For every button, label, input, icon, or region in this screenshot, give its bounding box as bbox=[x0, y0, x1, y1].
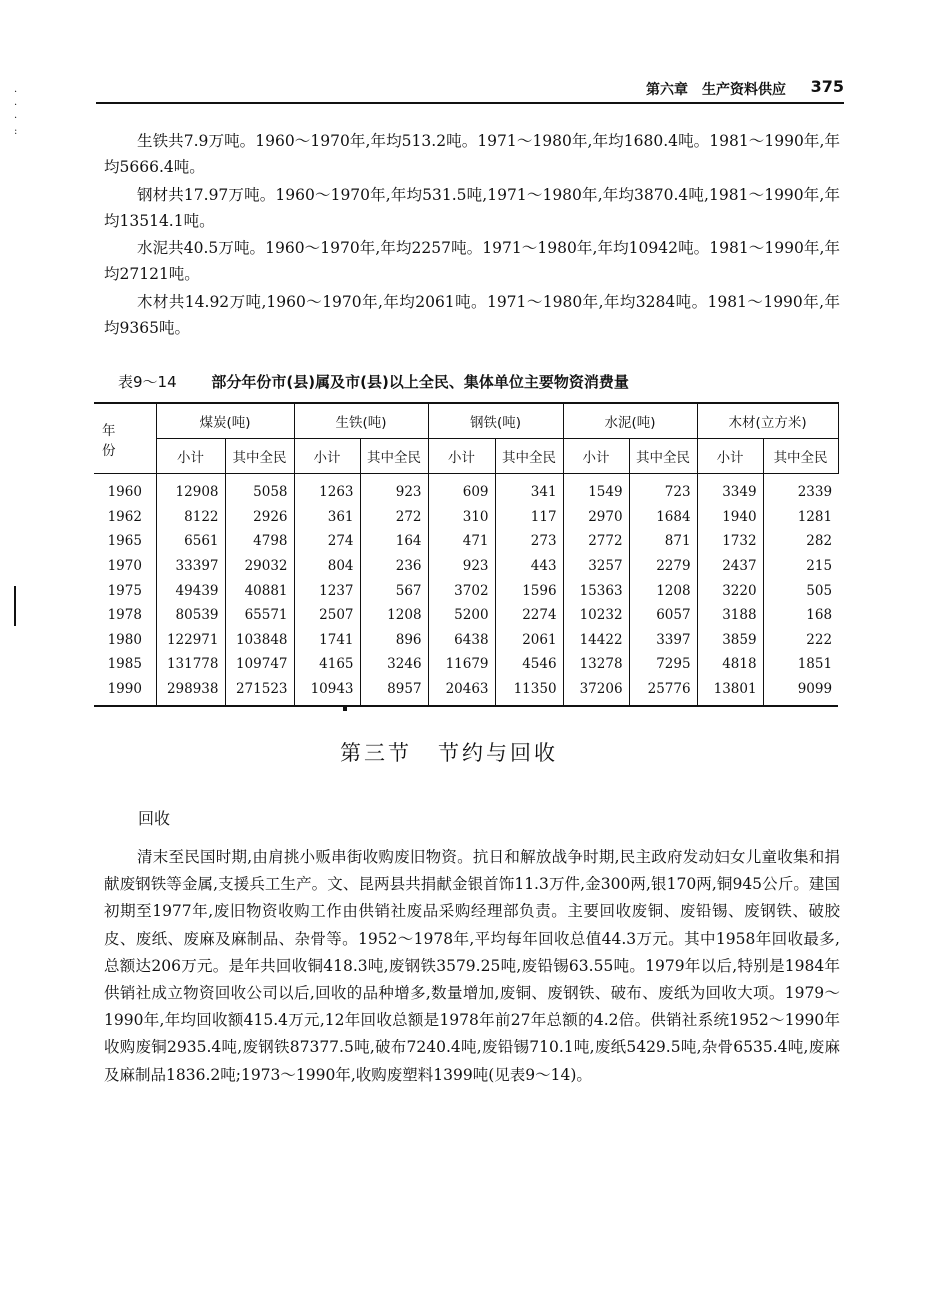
table-row bbox=[94, 505, 838, 530]
table-cell: 4818 bbox=[697, 652, 763, 677]
table-cell: 1263 bbox=[294, 474, 360, 505]
table-cell: 923 bbox=[428, 554, 495, 579]
table-cell: 2926 bbox=[225, 505, 294, 530]
table-cell: 103848 bbox=[225, 628, 294, 653]
table-cell: 40881 bbox=[225, 578, 294, 603]
table-cell: 11350 bbox=[495, 677, 563, 707]
table-cell: 273 bbox=[495, 529, 563, 554]
sub-header-subtotal: 小计 bbox=[697, 439, 763, 474]
table-cell: 3349 bbox=[697, 474, 763, 505]
table-cell: 271523 bbox=[225, 677, 294, 707]
chapter-title: 第六章 生产资料供应 bbox=[646, 82, 786, 98]
table-cell: 2339 bbox=[763, 474, 838, 505]
table-cell: 2279 bbox=[629, 554, 697, 579]
table-cell: 471 bbox=[428, 529, 495, 554]
table-cell: 215 bbox=[763, 554, 838, 579]
sub-header-subtotal: 小计 bbox=[294, 439, 360, 474]
consumption-table bbox=[94, 402, 839, 707]
table-cell: 298938 bbox=[156, 677, 225, 707]
sub-header-state: 其中全民 bbox=[495, 439, 563, 474]
table-cell: 222 bbox=[763, 628, 838, 653]
table-cell: 109747 bbox=[225, 652, 294, 677]
table-caption bbox=[118, 371, 838, 392]
section-number: 第三节 bbox=[340, 741, 412, 765]
table-cell: 3257 bbox=[563, 554, 629, 579]
sub-header-state: 其中全民 bbox=[629, 439, 697, 474]
table-cell: 6438 bbox=[428, 628, 495, 653]
section-title bbox=[340, 737, 558, 767]
table-cell: 896 bbox=[360, 628, 428, 653]
table-cell: 8957 bbox=[360, 677, 428, 707]
table-cell: 3188 bbox=[697, 603, 763, 628]
table-cell: 117 bbox=[495, 505, 563, 530]
sub-header-subtotal: 小计 bbox=[156, 439, 225, 474]
row-year: 1975 bbox=[107, 582, 142, 599]
row-year: 1978 bbox=[107, 607, 142, 624]
table-cell: 122971 bbox=[156, 628, 225, 653]
row-year: 1960 bbox=[107, 484, 142, 501]
table-cell: 2970 bbox=[563, 505, 629, 530]
table-cell: 4798 bbox=[225, 529, 294, 554]
table-cell: 282 bbox=[763, 529, 838, 554]
row-year: 1980 bbox=[107, 631, 142, 648]
table-cell: 274 bbox=[294, 529, 360, 554]
table-cell: 871 bbox=[629, 529, 697, 554]
table-cell: 15363 bbox=[563, 578, 629, 603]
table-cell: 25776 bbox=[629, 677, 697, 707]
paragraph-cement: 水泥共40.5万吨。1960～1970年,年均2257吨。1971～1980年,年均10942吨。1981～1990年,年均27121吨。 bbox=[104, 239, 840, 283]
table-body bbox=[94, 474, 838, 707]
year-header: 年 份 bbox=[94, 403, 156, 474]
table-title: 部分年份市(县)属及市(县)以上全民、集体单位主要物资消费量 bbox=[211, 373, 629, 391]
table-row bbox=[94, 578, 838, 603]
table-cell: 609 bbox=[428, 474, 495, 505]
table-cell: 10232 bbox=[563, 603, 629, 628]
table-cell: 8122 bbox=[156, 505, 225, 530]
table-cell: 49439 bbox=[156, 578, 225, 603]
table-cell: 7295 bbox=[629, 652, 697, 677]
table-row bbox=[94, 677, 838, 707]
table-cell: 6057 bbox=[629, 603, 697, 628]
table-cell: 168 bbox=[763, 603, 838, 628]
group-header-cement: 水泥(吨) bbox=[563, 403, 697, 439]
table-cell: 13801 bbox=[697, 677, 763, 707]
table-cell: 4546 bbox=[495, 652, 563, 677]
table-cell: 2274 bbox=[495, 603, 563, 628]
table-number: 表9～14 bbox=[118, 373, 177, 391]
row-year: 1965 bbox=[107, 533, 142, 550]
table-cell: 1281 bbox=[763, 505, 838, 530]
table-cell: 12908 bbox=[156, 474, 225, 505]
table-row bbox=[94, 554, 838, 579]
table-cell: 6561 bbox=[156, 529, 225, 554]
table-cell: 361 bbox=[294, 505, 360, 530]
table-cell: 1684 bbox=[629, 505, 697, 530]
page-header bbox=[96, 76, 844, 104]
table-cell: 164 bbox=[360, 529, 428, 554]
table-cell: 505 bbox=[763, 578, 838, 603]
table-cell: 80539 bbox=[156, 603, 225, 628]
table-cell: 341 bbox=[495, 474, 563, 505]
table-cell: 3246 bbox=[360, 652, 428, 677]
table-cell: 3859 bbox=[697, 628, 763, 653]
table-cell: 272 bbox=[360, 505, 428, 530]
table-cell: 3702 bbox=[428, 578, 495, 603]
section-body: 清末至民国时期,由肩挑小贩串街收购废旧物资。抗日和解放战争时期,民主政府发动妇女儿童收集和捐献废钢铁等金属,支援兵工生产。文、昆两县共捐献金银首饰11.3万件,金300两,银170两,铜945公斤。建国初期至1977年,废旧物资收购工作由供销社废品采购经理部负责。主要回收废铜、废铅锡、废钢铁、破胶皮、废纸、废麻及麻制品、杂骨等。1952～1978年,平均每年回收总值44.3万元。其中1958年回收最多,总额达206万元。是年共回收铜418.3吨,废钢铁3579.25吨,废铅锡63.55吨。1979年以后,特别是1984年供销社成立物资回收公司以后,回收的品种增多,数量增加,废铜、废钢铁、破布、废纸为回收大项。1979～1990年,年均回收额415.4万元,12年回收总额是1978年前27年总额的4.2倍。供销社系统1952～1990年收购废铜2935.4吨,废钢铁87377.5吨,破布7240.4吨,废铅锡710.1吨,废纸5429.5吨,杂骨6535.4吨,废麻及麻制品1836.2吨;1973～1990年,收购废塑料1399吨(见表9～14)。 bbox=[104, 848, 840, 1084]
table-cell: 14422 bbox=[563, 628, 629, 653]
table-cell: 5058 bbox=[225, 474, 294, 505]
table-cell: 29032 bbox=[225, 554, 294, 579]
table-cell: 2772 bbox=[563, 529, 629, 554]
sub-header-subtotal: 小计 bbox=[428, 439, 495, 474]
table-cell: 20463 bbox=[428, 677, 495, 707]
table-cell: 443 bbox=[495, 554, 563, 579]
table-cell: 804 bbox=[294, 554, 360, 579]
table-cell: 236 bbox=[360, 554, 428, 579]
sub-header-state: 其中全民 bbox=[225, 439, 294, 474]
table-cell: 4165 bbox=[294, 652, 360, 677]
table-cell: 1596 bbox=[495, 578, 563, 603]
table-cell: 310 bbox=[428, 505, 495, 530]
row-year: 1990 bbox=[107, 681, 142, 698]
table-cell: 923 bbox=[360, 474, 428, 505]
table-cell: 5200 bbox=[428, 603, 495, 628]
ink-dot bbox=[343, 706, 347, 711]
table-cell: 1741 bbox=[294, 628, 360, 653]
group-header-steel: 钢铁(吨) bbox=[428, 403, 563, 439]
table-cell: 13278 bbox=[563, 652, 629, 677]
table-cell: 2061 bbox=[495, 628, 563, 653]
table-cell: 37206 bbox=[563, 677, 629, 707]
sub-header-state: 其中全民 bbox=[360, 439, 428, 474]
group-header-timber: 木材(立方米) bbox=[697, 403, 838, 439]
table-cell: 1237 bbox=[294, 578, 360, 603]
table-cell: 131778 bbox=[156, 652, 225, 677]
section-name: 节约与回收 bbox=[438, 741, 558, 765]
page-number: 375 bbox=[810, 77, 844, 96]
sub-header-state: 其中全民 bbox=[763, 439, 838, 474]
table-cell: 1940 bbox=[697, 505, 763, 530]
table-cell: 3397 bbox=[629, 628, 697, 653]
row-year: 1970 bbox=[107, 558, 142, 575]
table-cell: 1732 bbox=[697, 529, 763, 554]
group-header-pig-iron: 生铁(吨) bbox=[294, 403, 428, 439]
table-cell: 1208 bbox=[360, 603, 428, 628]
table-row bbox=[94, 529, 838, 554]
table-cell: 567 bbox=[360, 578, 428, 603]
table-cell: 1208 bbox=[629, 578, 697, 603]
margin-marks: · · · : bbox=[14, 87, 18, 137]
paragraph-pig-iron: 生铁共7.9万吨。1960～1970年,年均513.2吨。1971～1980年,年均1680.4吨。1981～1990年,年均5666.4吨。 bbox=[104, 132, 840, 176]
table-cell: 65571 bbox=[225, 603, 294, 628]
table-cell: 33397 bbox=[156, 554, 225, 579]
row-year: 1985 bbox=[107, 656, 142, 673]
table-cell: 1851 bbox=[763, 652, 838, 677]
table-row bbox=[94, 628, 838, 653]
margin-bar bbox=[14, 586, 16, 626]
table-cell: 3220 bbox=[697, 578, 763, 603]
subsection-title: 回收 bbox=[138, 809, 171, 828]
table-row bbox=[94, 652, 838, 677]
sub-header-subtotal: 小计 bbox=[563, 439, 629, 474]
paragraph-timber: 木材共14.92万吨,1960～1970年,年均2061吨。1971～1980年,年均3284吨。1981～1990年,年均9365吨。 bbox=[104, 293, 840, 337]
paragraph-steel: 钢材共17.97万吨。1960～1970年,年均531.5吨,1971～1980年,年均3870.4吨,1981～1990年,年均13514.1吨。 bbox=[104, 186, 840, 230]
table-cell: 11679 bbox=[428, 652, 495, 677]
table-cell: 1549 bbox=[563, 474, 629, 505]
table-cell: 2437 bbox=[697, 554, 763, 579]
table-cell: 9099 bbox=[763, 677, 838, 707]
table-cell: 2507 bbox=[294, 603, 360, 628]
row-year: 1962 bbox=[107, 508, 142, 525]
group-header-coal: 煤炭(吨) bbox=[156, 403, 294, 439]
table-row bbox=[94, 603, 838, 628]
table-row bbox=[94, 474, 838, 505]
table-cell: 723 bbox=[629, 474, 697, 505]
table-cell: 10943 bbox=[294, 677, 360, 707]
